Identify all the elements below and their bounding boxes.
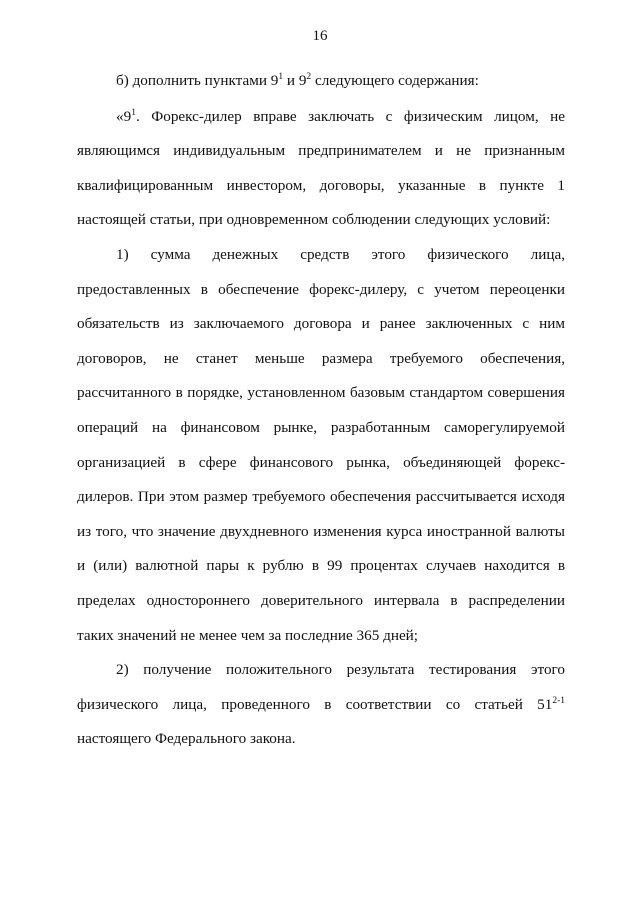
document-body bbox=[77, 64, 565, 757]
intro-superscript-1: 1 bbox=[278, 72, 284, 82]
paragraph-point-9-1 bbox=[77, 100, 565, 238]
page-number: 16 bbox=[312, 28, 328, 44]
paragraph-intro bbox=[77, 64, 565, 99]
paragraph-condition-2 bbox=[77, 653, 565, 757]
paragraph-condition-1: 1) сумма денежных средств этого физического лица, предоставленных в обеспечение форекс-дилеру, с учетом переоценки обязательств из заключаемого договора и ранее заключенных с ним договоров, не станет меньше размера требуемого обеспечения, рассчитанного в порядке, установленном базовым стандартом совершения операций на финансовом рынке, разработанным саморегулируемой организацией в сфере финансового рынка, объединяющей форекс-дилеров. При этом размер требуемого обеспечения рассчитывается исходя из того, что значение двухдневного изменения курса иностранной валюты и (или) валютной пары к рублю в 99 процентах случаев находится в пределах одностороннего доверительного интервала в распределении таких значений не менее чем за последние 365 дней; bbox=[77, 245, 565, 644]
condition-2-text-b: настоящего Федерального закона. bbox=[77, 730, 296, 748]
intro-superscript-2: 2 bbox=[306, 72, 312, 82]
intro-text-b: и 9 bbox=[283, 72, 307, 89]
intro-text-a: б) дополнить пунктами 9 bbox=[116, 72, 279, 89]
condition-2-superscript: 2-1 bbox=[552, 695, 565, 706]
point-9-1-text-b: . Форекс-дилер вправе заключать с физическим лицом, не являющимся индивидуальным предпринимателем и не признанным квалифицированным инвестором, договоры, указанные в пункте 1 настоящей статьи, при одновременном соблюдении следующих условий: bbox=[77, 107, 565, 229]
intro-text-c: следующего содержания: bbox=[311, 72, 479, 89]
point-9-1-superscript: 1 bbox=[131, 107, 136, 118]
condition-2-text-a: 2) получение положительного результата тестирования этого физического лица, проведенного в соответствии со статьей 51 bbox=[77, 661, 565, 713]
point-9-1-text-a: «9 bbox=[116, 107, 132, 125]
